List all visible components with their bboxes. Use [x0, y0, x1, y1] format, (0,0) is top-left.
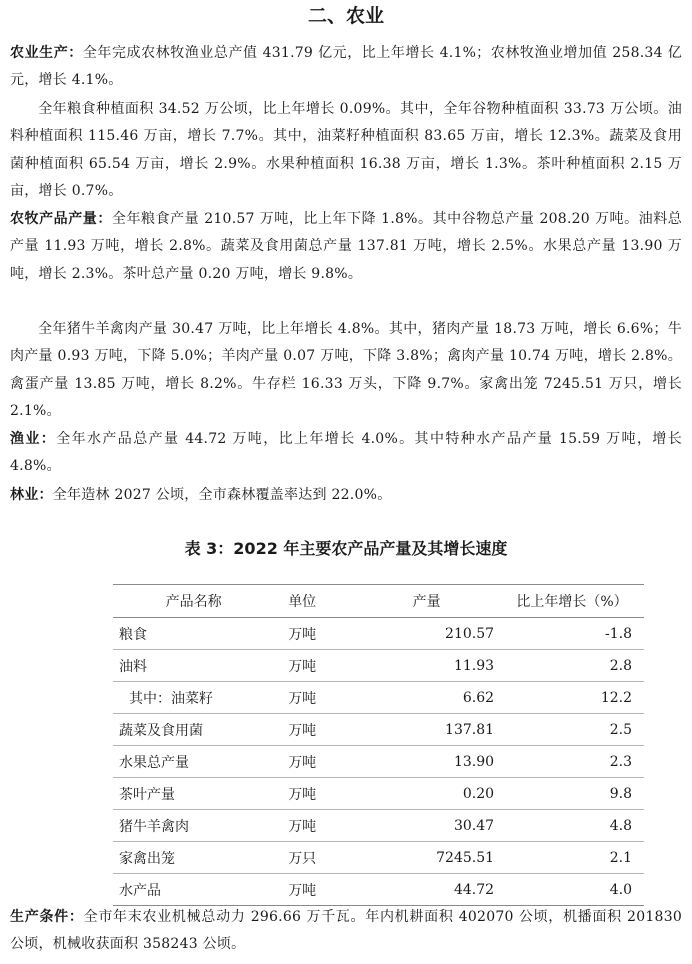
cell-product-name: 蔬菜及食用菌: [113, 714, 274, 746]
cell-output: 0.20: [353, 778, 500, 810]
paragraph-text: 全年粮食种植面积 34.52 万公顷，比上年增长 0.09%。其中，全年谷物种植面积 33.73 万公顷。油料种植面积 115.46 万亩，增长 7.7%。其中，油菜籽种植面积 83.65 万亩，增长 12.3%。蔬菜及食用菌种植面积 65.54 万亩，增长 2.9%。水果种植面积 16.38 万亩，增长 1.3%。茶叶种植面积 2.15 万亩，增长 0.7%。: [10, 101, 682, 200]
paragraph-text: 全年造林 2027 公顷，全市森林覆盖率达到 22.0%。: [52, 487, 392, 503]
cell-growth: 2.1: [500, 842, 644, 874]
cell-unit: 万吨: [274, 874, 353, 906]
paragraph-planting-area: [10, 96, 682, 206]
cell-unit: 万吨: [274, 810, 353, 842]
paragraph-fishery: [10, 426, 682, 481]
cell-unit: 万吨: [274, 682, 353, 714]
paragraph-text: 全年完成农林牧渔业总产值 431.79 亿元，比上年增长 4.1%；农林牧渔业增加值 258.34 亿元，增长 4.1%。: [10, 45, 683, 89]
cell-product-name: 其中：油菜籽: [113, 682, 274, 714]
cell-product-name: 猪牛羊禽肉: [113, 810, 274, 842]
cell-growth: 4.0: [500, 874, 644, 906]
cell-unit: 万吨: [274, 714, 353, 746]
table-title: 表 3：2022 年主要农产品产量及其增长速度: [184, 539, 508, 558]
header-output: 产量: [353, 585, 500, 618]
cell-growth: 2.3: [500, 746, 644, 778]
table-row: [113, 778, 644, 810]
section-title: 二、农业: [307, 5, 384, 27]
table-row: [113, 842, 644, 874]
paragraph-lead: 农牧产品产量：: [10, 211, 112, 227]
paragraph-text: 全市年末农业机械总动力 296.66 万千瓦。年内机耕面积 402070 公顷，机播面积 201830 公顷，机械收获面积 358243 公顷。: [10, 909, 683, 953]
cell-growth: -1.8: [500, 618, 644, 650]
cell-growth: 2.8: [500, 650, 644, 682]
cell-product-name: 家禽出笼: [113, 842, 274, 874]
cell-unit: 万吨: [274, 618, 353, 650]
paragraph-lead: 林业：: [10, 487, 53, 503]
paragraph-text: 全年粮食产量 210.57 万吨，比上年下降 1.8%。其中谷物总产量 208.20 万吨。油料总产量 11.93 万吨，增长 2.8%。蔬菜及食用菌总产量 137.81 万吨，增长 2.5%。水果总产量 13.90 万吨，增长 2.3%。茶叶总产量 0.20 万吨，增长 9.8%。: [10, 211, 682, 282]
cell-unit: 万吨: [274, 746, 353, 778]
cell-growth: 12.2: [500, 682, 644, 714]
paragraph-meat-output: [10, 316, 682, 426]
table-row: [113, 874, 644, 906]
paragraph-product-output: [10, 206, 682, 288]
header-growth: 比上年增长（%）: [500, 585, 644, 618]
paragraph-text: 全年水产品总产量 44.72 万吨，比上年增长 4.0%。其中特种水产品产量 15.59 万吨，增长 4.8%。: [10, 431, 682, 475]
table-row: [113, 682, 644, 714]
table-row: [113, 618, 644, 650]
table-row: [113, 810, 644, 842]
table-header-row: [113, 585, 644, 618]
header-product-name: 产品名称: [113, 585, 274, 618]
paragraph-agriculture-production: [10, 40, 682, 95]
output-table: [113, 584, 644, 906]
cell-output: 7245.51: [353, 842, 500, 874]
cell-output: 210.57: [353, 618, 500, 650]
table-row: [113, 714, 644, 746]
paragraph-lead: 渔业：: [10, 431, 57, 447]
cell-output: 44.72: [353, 874, 500, 906]
cell-output: 137.81: [353, 714, 500, 746]
cell-output: 11.93: [353, 650, 500, 682]
cell-growth: 9.8: [500, 778, 644, 810]
paragraph-forestry: [10, 482, 682, 509]
cell-unit: 万吨: [274, 650, 353, 682]
table-row: [113, 650, 644, 682]
table-row: [113, 746, 644, 778]
paragraph-text: 全年猪牛羊禽肉产量 30.47 万吨，比上年增长 4.8%。其中，猪肉产量 18.73 万吨，增长 6.6%；牛肉产量 0.93 万吨，下降 5.0%；羊肉产量 0.07 万吨，下降 3.8%；禽肉产量 10.74 万吨，增长 2.8%。禽蛋产量 13.85 万吨，增长 8.2%。牛存栏 16.33 万头，下降 9.7%。家禽出笼 7245.51 万只，增长 2.1%。: [10, 321, 682, 420]
cell-product-name: 茶叶产量: [113, 778, 274, 810]
paragraph-production-conditions: [10, 904, 682, 959]
cell-growth: 4.8: [500, 810, 644, 842]
cell-output: 6.62: [353, 682, 500, 714]
paragraph-lead: 农业生产：: [10, 45, 83, 61]
cell-unit: 万吨: [274, 778, 353, 810]
cell-product-name: 粮食: [113, 618, 274, 650]
cell-growth: 2.5: [500, 714, 644, 746]
cell-product-name: 水果总产量: [113, 746, 274, 778]
cell-unit: 万只: [274, 842, 353, 874]
cell-output: 13.90: [353, 746, 500, 778]
header-unit: 单位: [274, 585, 353, 618]
cell-product-name: 油料: [113, 650, 274, 682]
cell-product-name: 水产品: [113, 874, 274, 906]
paragraph-lead: 生产条件：: [10, 909, 84, 925]
cell-output: 30.47: [353, 810, 500, 842]
